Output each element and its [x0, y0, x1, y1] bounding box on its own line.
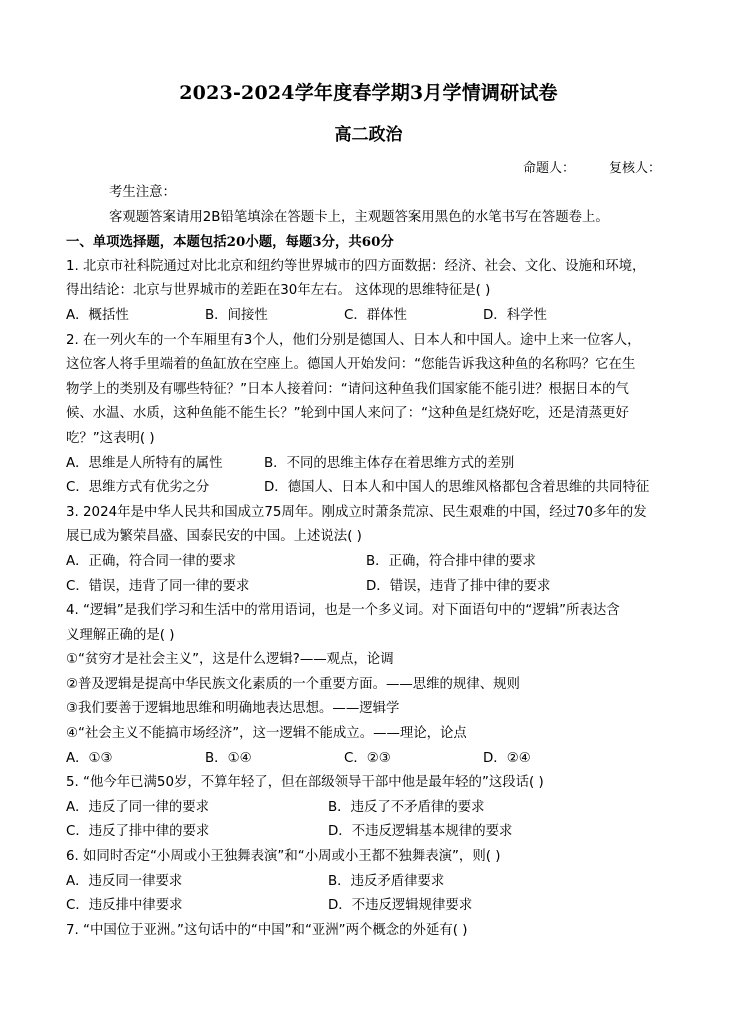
- question-4: [66, 599, 673, 771]
- option-a: A．概括性: [66, 307, 129, 323]
- options-row: [66, 747, 673, 772]
- option-b: B．违反了不矛盾律的要求: [328, 799, 485, 815]
- option-d: D．科学性: [483, 307, 547, 323]
- statement-1: ①“贫穷才是社会主义”，这是什么逻辑?——观点，论调: [66, 652, 394, 668]
- question-line: 这位客人将手里端着的鱼缸放在空座上。德国人开始发问：“您能告诉我这种鱼的名称吗？它在生: [66, 357, 636, 373]
- statement-3: ③我们要善于逻辑地思维和明确地表达思想。——逻辑学: [66, 701, 400, 717]
- question-line: 展已成为繁荣昌盛、国泰民安的中国。上述说法( ): [66, 529, 362, 545]
- question-line: 候、水温、水质，这种鱼能不能生长？”轮到中国人来问了：“这种鱼是红烧好吃，还是清蒸更好: [66, 406, 629, 422]
- option-b: B．间接性: [205, 307, 268, 323]
- question-line: 6. 如同时否定“小周或小王独舞表演”和“小周或小王都不独舞表演”，则( ): [66, 849, 501, 865]
- page-title: 2023-2024学年度春学期3月学情调研试卷: [179, 82, 558, 104]
- question-line: 物学上的类别及有哪些特征？”日本人接着问：“请问这种鱼我们国家能不能引进？根据日本的气: [66, 381, 629, 397]
- option-d: D．德国人、日本人和中国人的思维风格都包含着思维的共同特征: [264, 480, 650, 496]
- option-d: D．不违反逻辑规律要求: [328, 898, 473, 914]
- question-3: [66, 501, 673, 599]
- question-5: [66, 771, 673, 845]
- question-6: [66, 845, 673, 919]
- question-7: [66, 919, 673, 944]
- option-c: C．错误，违背了同一律的要求: [66, 578, 250, 594]
- option-c: C．违反排中律要求: [66, 898, 183, 914]
- options-row: [66, 476, 673, 501]
- option-c: C．②③: [344, 750, 391, 766]
- option-b: B．正确，符合排中律的要求: [366, 553, 536, 569]
- question-1: [66, 255, 673, 329]
- options-row: [66, 894, 673, 919]
- options-row: [66, 796, 673, 821]
- option-a: A．违反同一律要求: [66, 873, 183, 889]
- option-a: A．违反了同一律的要求: [66, 799, 210, 815]
- option-b: B．违反矛盾律要求: [328, 873, 445, 889]
- option-a: A．正确，符合同一律的要求: [66, 553, 236, 569]
- options-row: [66, 575, 673, 600]
- question-line: 义理解正确的是( ): [66, 627, 175, 643]
- proposer-label: 命题人：: [522, 161, 575, 176]
- option-c: C．思维方式有优劣之分: [66, 480, 210, 496]
- option-c: C．群体性: [344, 307, 407, 323]
- options-row: [66, 870, 673, 895]
- question-line: 5. “他今年已满50岁，不算年轻了，但在部级领导干部中他是最年轻的”这段话( ): [66, 775, 544, 791]
- notice-text: 客观题答案请用2B铅笔填涂在答题卡上，主观题答案用黑色的水笔书写在答题卷上。: [109, 209, 609, 225]
- option-a: A．①③: [66, 750, 113, 766]
- options-row: [66, 820, 673, 845]
- option-b: B．①④: [205, 750, 252, 766]
- question-line: 7. “中国位于亚洲。”这句话中的“中国”和“亚洲”两个概念的外延有( ): [66, 922, 468, 938]
- page-subtitle: 高二政治: [334, 125, 403, 145]
- statement-2: ②普及逻辑是提高中华民族文化素质的一个重要方面。——思维的规律、规则: [66, 676, 520, 692]
- question-line: 吃？”这表明( ): [66, 430, 155, 446]
- authors-line: [517, 157, 661, 176]
- question-line: 得出结论：北京与世界城市的差距在30年左右。 这体现的思维特征是( ): [66, 283, 491, 299]
- question-2: [66, 329, 673, 501]
- option-b: B．不同的思维主体存在着思维方式的差别: [264, 455, 515, 471]
- section-title: 一、单项选择题，本题包括20小题，每题3分，共60分: [66, 234, 394, 251]
- question-line: 4. “逻辑”是我们学习和生活中的常用语词，也是一个多义词。对下面语句中的“逻辑”所表达含: [66, 603, 620, 619]
- statement-4: ④“社会主义不能搞市场经济”，这一逻辑不能成立。——理论，论点: [66, 726, 467, 742]
- options-row: [66, 452, 673, 477]
- exam-content: [66, 181, 673, 943]
- reviewer-label: 复核人：: [608, 161, 661, 176]
- option-d: D．②④: [483, 750, 531, 766]
- option-d: D．不违反逻辑基本规律的要求: [328, 824, 513, 840]
- question-line: 3. 2024年是中华人民共和国成立75周年。刚成立时萧条荒凉、民生艰难的中国，经过70多年的发: [66, 504, 647, 520]
- options-row: [66, 304, 673, 329]
- question-line: 1. 北京市社科院通过对比北京和纽约等世界城市的四方面数据：经济、社会、文化、设施和环境，: [66, 258, 646, 274]
- options-row: [66, 550, 673, 575]
- option-c: C．违反了排中律的要求: [66, 824, 210, 840]
- question-line: 2. 在一列火车的一个车厢里有3个人，他们分别是德国人、日本人和中国人。途中上来一位客人，: [66, 332, 641, 348]
- notice-heading: 考生注意：: [109, 185, 176, 200]
- option-a: A．思维是人所特有的属性: [66, 455, 223, 471]
- option-d: D．错误，违背了排中律的要求: [366, 578, 551, 594]
